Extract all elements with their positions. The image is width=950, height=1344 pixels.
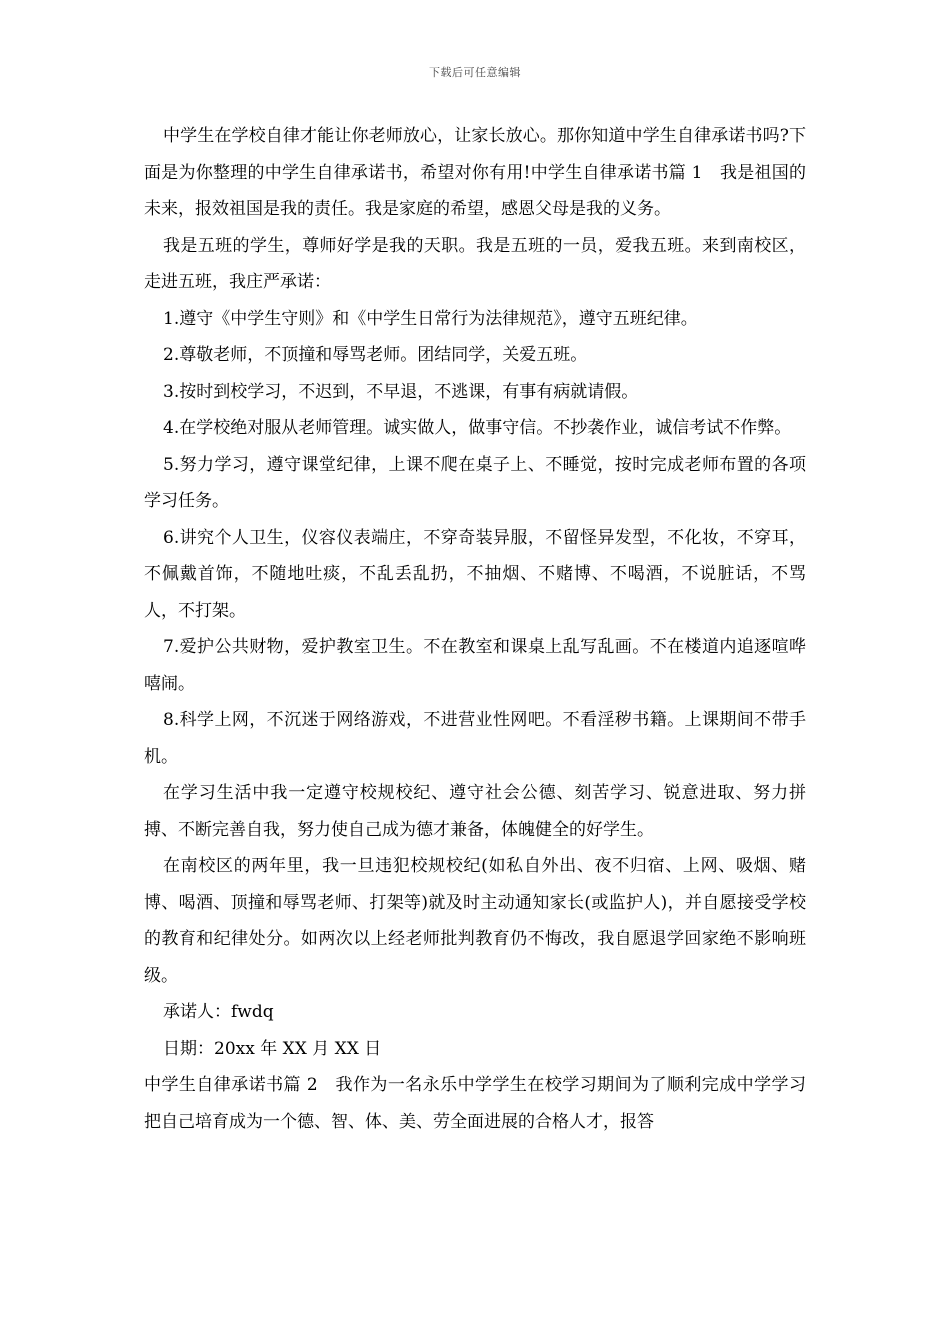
- paragraph-consequences: 在南校区的两年里，我一旦违犯校规校纪(如私自外出、夜不归宿、上网、吸烟、赌博、喝酒、顶撞和辱骂老师、打架等)就及时主动通知家长(或监护人)，并自愿接受学校的教育和纪律处分。如两次以上经老师批判教育仍不悔改，我自愿退学回家绝不影响班级。: [144, 856, 806, 986]
- paragraph-section-2: 中学生自律承诺书篇 2 我作为一名永乐中学学生在校学习期间为了顺利完成中学学习把自己培育成为一个德、智、体、美、劳全面进展的合格人才，报答: [144, 1075, 806, 1132]
- list-item-1: 1.遵守《中学生守则》和《中学生日常行为法律规范》，遵守五班纪律。: [163, 308, 698, 329]
- list-item-6: 6.讲究个人卫生，仪容仪表端庄，不穿奇装异服，不留怪异发型，不化妆，不穿耳，不佩戴首饰，不随地吐痰，不乱丢乱扔，不抽烟、不赌博、不喝酒，不说脏话，不骂人，不打架。: [144, 527, 806, 621]
- paragraph-pledge-intro: 我是五班的学生，尊师好学是我的天职。我是五班的一员，爱我五班。来到南校区，走进五班，我庄严承诺：: [144, 235, 806, 292]
- paragraph-commitment: 在学习生活中我一定遵守校规校纪、遵守社会公德、刻苦学习、锐意进取、努力拼搏、不断完善自我，努力使自己成为德才兼备，体魄健全的好学生。: [144, 783, 806, 840]
- list-item-3: 3.按时到校学习，不迟到，不早退，不逃课，有事有病就请假。: [163, 381, 639, 402]
- list-item-8: 8.科学上网，不沉迷于网络游戏，不进营业性网吧。不看淫秽书籍。上课期间不带手机。: [144, 710, 806, 767]
- list-item-7: 7.爱护公共财物，爱护教室卫生。不在教室和课桌上乱写乱画。不在楼道内追逐喧哗嘻闹。: [144, 637, 806, 694]
- page-header-note: 下载后可任意编辑: [429, 66, 521, 79]
- list-item-5: 5.努力学习，遵守课堂纪律，上课不爬在桌子上、不睡觉，按时完成老师布置的各项学习任务。: [144, 454, 806, 511]
- signer-line: 承诺人：fwdq: [163, 1002, 274, 1022]
- date-line: 日期：20xx 年 XX 月 XX 日: [163, 1038, 382, 1059]
- document-body: [144, 118, 806, 1140]
- list-item-4: 4.在学校绝对服从老师管理。诚实做人，做事守信。不抄袭作业，诚信考试不作弊。: [163, 418, 792, 438]
- paragraph-intro: 中学生在学校自律才能让你老师放心，让家长放心。那你知道中学生自律承诺书吗?下面是为你整理的中学生自律承诺书，希望对你有用!中学生自律承诺书篇 1 我是祖国的未来，报效祖国是我的责任。我是家庭的希望，感恩父母是我的义务。: [144, 126, 806, 219]
- list-item-2: 2.尊敬老师，不顶撞和辱骂老师。团结同学，关爱五班。: [163, 345, 588, 365]
